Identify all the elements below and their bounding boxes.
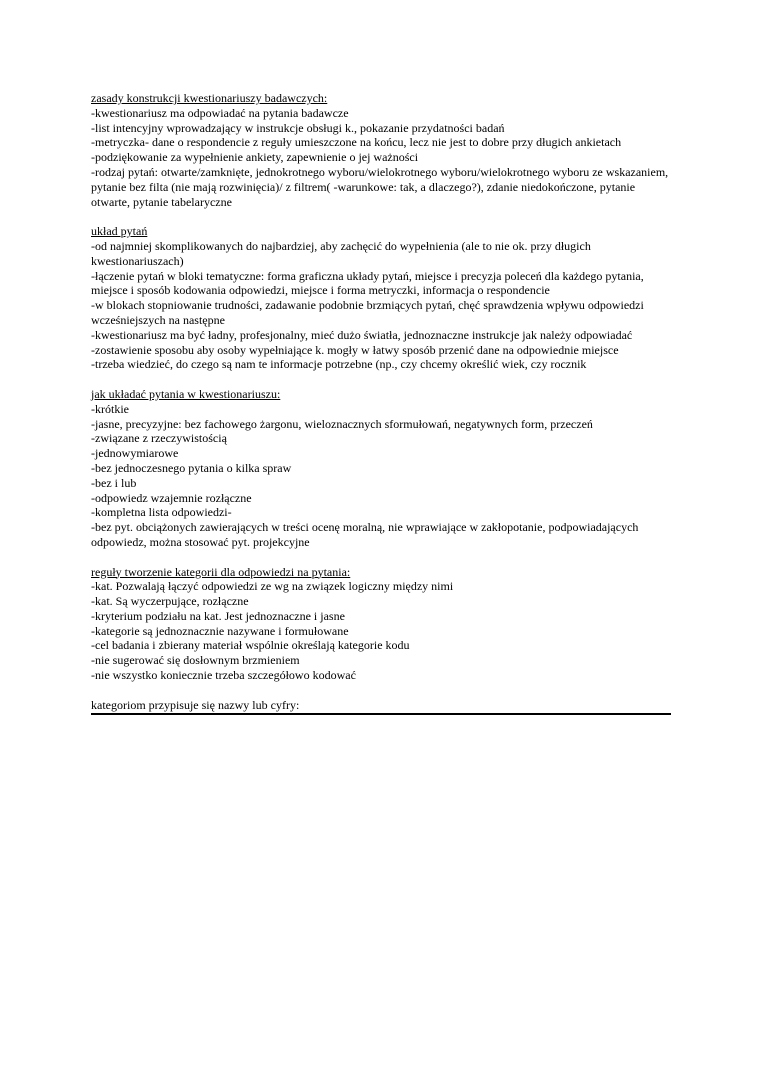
list-item: -kryterium podziału na kat. Jest jednoznaczne i jasne: [91, 608, 345, 623]
section-how-to-ask: [91, 387, 671, 550]
list-item: -bez pyt. obciążonych zawierających w treści ocenę moralną, nie wprawiające w zakłopotanie, podpowiadających odpowiedz, można stosować pyt. projekcyjne: [91, 520, 639, 549]
section-heading: reguły tworzenie kategorii dla odpowiedzi na pytania:: [91, 564, 351, 579]
section-question-layout: [91, 224, 671, 372]
list-item: -podziękowanie za wypełnienie ankiety, zapewnienie o jej ważności: [91, 150, 419, 165]
list-item: -kwestionariusz ma być ładny, profesjonalny, mieć dużo światła, jednoznaczne instrukcje jak należy odpowiadać: [91, 327, 633, 342]
final-line: kategoriom przypisuje się nazwy lub cyfry:: [91, 697, 300, 712]
list-item: -nie wszystko koniecznie trzeba szczegółowo kodować: [91, 668, 356, 683]
list-item: -metryczka- dane o respondencie z reguły umieszczone na końcu, lecz nie jest to dobre przy długich ankietach: [91, 135, 622, 150]
list-item: -zostawienie sposobu aby osoby wypełniające k. mogły w łatwy sposób przenić dane na odpowiednie miejsce: [91, 342, 619, 357]
horizontal-rule: [91, 713, 671, 715]
list-item: -jasne, precyzyjne: bez fachowego żargonu, wieloznacznych sformułowań, negatywnych form, przeczeń: [91, 416, 593, 431]
list-item: -kwestionariusz ma odpowiadać na pytania badawcze: [91, 105, 349, 120]
document-page: [91, 91, 671, 715]
list-item: -nie sugerować się dosłownym brzmieniem: [91, 653, 300, 668]
section-heading: układ pytań: [91, 224, 148, 239]
list-item: -rodzaj pytań: otwarte/zamknięte, jednokrotnego wyboru/wielokrotnego wyboru/wielokrotnego wyboru ze wskazaniem, pytanie bez filta (nie mają rozwinięcia)/ z filtrem( -warunkowe: tak, a dlaczego?), zdanie niedokończone, pytanie otwarte, pytanie tabelaryczne: [91, 164, 669, 209]
list-item: -trzeba wiedzieć, do czego są nam te informacje potrzebne (np., czy chcemy określić wiek, czy rocznik: [91, 357, 587, 372]
list-item: -jednowymiarowe: [91, 446, 179, 461]
list-item: -krótkie: [91, 401, 129, 416]
list-item: -w blokach stopniowanie trudności, zadawanie podobnie brzmiących pytań, chęć sprawdzenia wpływu odpowiedzi wcześniejszych na następne: [91, 298, 644, 327]
section-category-rules: [91, 565, 671, 683]
list-item: -kat. Pozwalają łączyć odpowiedzi ze wg na związek logiczny między nimi: [91, 579, 454, 594]
list-item: -odpowiedz wzajemnie rozłączne: [91, 490, 252, 505]
list-item: -list intencyjny wprowadzający w instrukcje obsługi k., pokazanie przydatności badań: [91, 120, 505, 135]
list-item: -związane z rzeczywistością: [91, 431, 227, 446]
list-item: -kategorie są jednoznacznie nazywane i formułowane: [91, 623, 349, 638]
list-item: -bez i lub: [91, 475, 137, 490]
section-heading: zasady konstrukcji kwestionariuszy badawczych:: [91, 91, 328, 105]
list-item: -od najmniej skomplikowanych do najbardziej, aby zachęcić do wypełnienia (ale to nie ok. przy długich kwestionariuszach): [91, 238, 591, 268]
section-questionnaire-rules: [91, 91, 671, 209]
list-item: -kat. Są wyczerpujące, rozłączne: [91, 594, 249, 609]
list-item: -cel badania i zbierany materiał wspólnie określają kategorie kodu: [91, 638, 410, 653]
section-heading: jak układać pytania w kwestionariuszu:: [91, 386, 281, 401]
list-item: -bez jednoczesnego pytania o kilka spraw: [91, 460, 292, 475]
list-item: -kompletna lista odpowiedzi-: [91, 505, 232, 520]
list-item: -łączenie pytań w bloki tematyczne: forma graficzna układy pytań, miejsce i precyzja poleceń dla każdego pytania, miejsce i sposób kodowania odpowiedzi, miejsce i forma metryczki, informacja o respondencie: [91, 268, 644, 298]
final-block: [91, 698, 671, 716]
